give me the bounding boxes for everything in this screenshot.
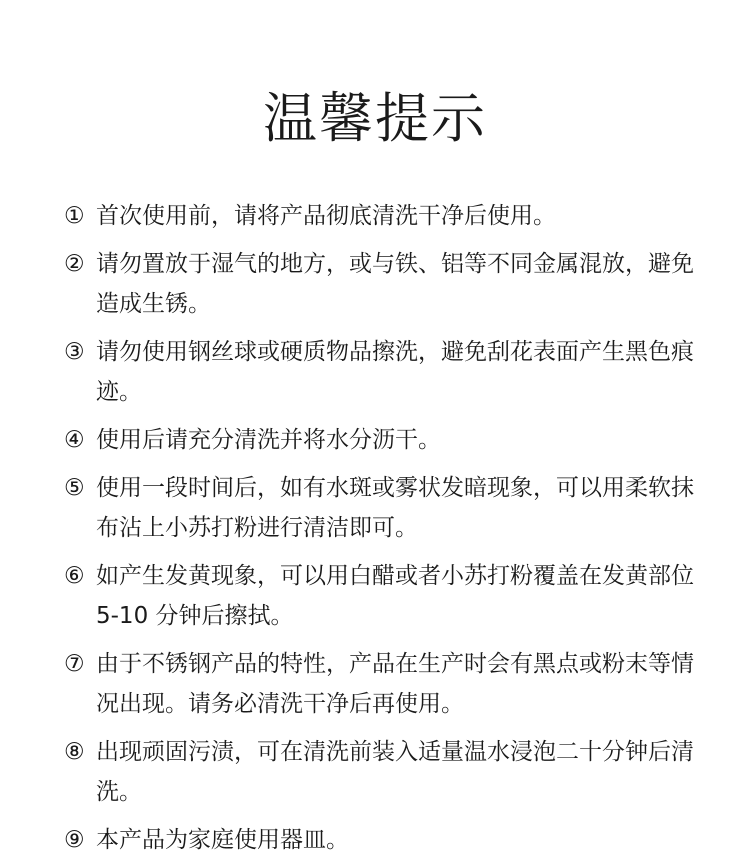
tip-item-6 xyxy=(64,556,704,636)
page-title: 温馨提示 xyxy=(263,87,487,150)
tip-item-5 xyxy=(64,468,704,548)
tip-text-1: 首次使用前，请将产品彻底清洗干净后使用。 xyxy=(96,203,556,229)
tip-number-7: ⑦ xyxy=(64,651,85,677)
tips-list xyxy=(64,196,704,868)
tip-item-9 xyxy=(64,820,704,860)
tip-item-2 xyxy=(64,244,704,324)
tip-text-2: 请勿置放于湿气的地方，或与铁、铝等不同金属混放，避免造成生锈。 xyxy=(96,251,694,317)
tip-item-8 xyxy=(64,732,704,812)
tip-number-1: ① xyxy=(64,203,85,229)
tip-text-8: 出现顽固污渍，可在清洗前装入适量温水浸泡二十分钟后清洗。 xyxy=(96,739,694,805)
tip-number-2: ② xyxy=(64,251,85,277)
tip-item-7 xyxy=(64,644,704,724)
tip-text-4: 使用后请充分清洗并将水分沥干。 xyxy=(96,427,441,453)
tip-text-3: 请勿使用钢丝球或硬质物品擦洗，避免刮花表面产生黑色痕迹。 xyxy=(96,339,694,405)
tip-item-3 xyxy=(64,332,704,412)
tip-text-6: 如产生发黄现象，可以用白醋或者小苏打粉覆盖在发黄部位 5-10 分钟后擦拭。 xyxy=(96,563,694,629)
tip-number-3: ③ xyxy=(64,339,85,365)
tip-number-5: ⑤ xyxy=(64,475,85,501)
tip-number-6: ⑥ xyxy=(64,563,85,589)
tip-text-7: 由于不锈钢产品的特性，产品在生产时会有黑点或粉末等情况出现。请务必清洗干净后再使用。 xyxy=(96,651,694,717)
tip-item-4 xyxy=(64,420,704,460)
tip-text-5: 使用一段时间后，如有水斑或雾状发暗现象，可以用柔软抹布沾上小苏打粉进行清洁即可。 xyxy=(96,475,694,541)
tip-text-9: 本产品为家庭使用器皿。 xyxy=(96,827,349,853)
tip-number-9: ⑨ xyxy=(64,827,85,853)
tip-number-4: ④ xyxy=(64,427,85,453)
tip-number-8: ⑧ xyxy=(64,739,85,765)
tip-item-1 xyxy=(64,196,704,236)
